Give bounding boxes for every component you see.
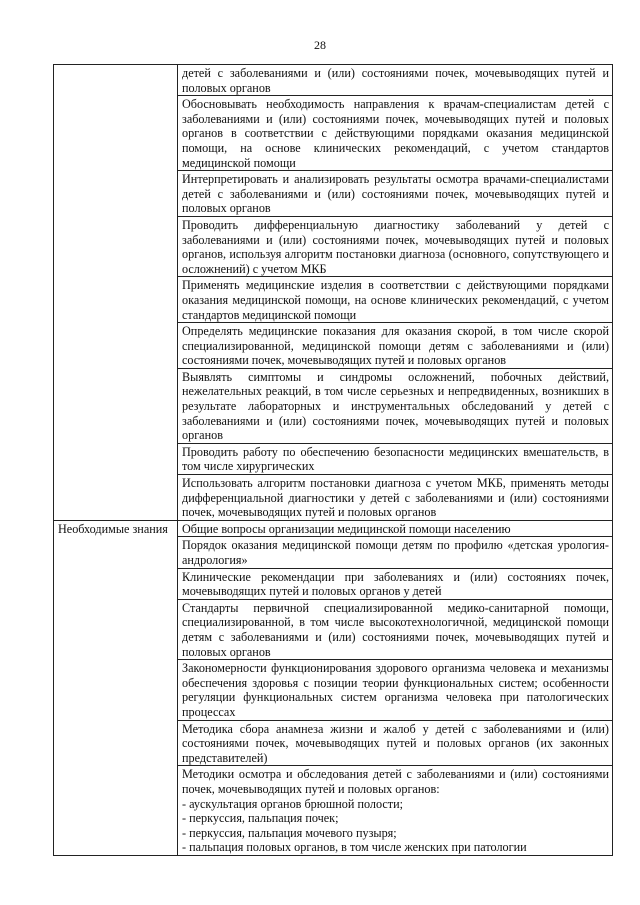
knowledge-item: Закономерности функционирования здорового организма человека и механизмы обеспечения здоровья с позиции теории функциональных систем; особенности регуляции функциональных систем организма человека при патологических процессах	[178, 660, 613, 720]
knowledge-item: Общие вопросы организации медицинской помощи населению	[178, 520, 613, 537]
table-row	[54, 520, 613, 537]
methods-list-item: - перкуссия, пальпация мочевого пузыря;	[182, 825, 397, 840]
methods-list-item: - перкуссия, пальпация почек;	[182, 811, 339, 826]
knowledge-item: Стандарты первичной специализированной медико-санитарной помощи, специализированной, в том числе высокотехнологичной, медицинской помощи детям с заболеваниями и (или) состояниями почек, мочевыводящих путей и половых органов	[178, 599, 613, 659]
knowledge-item: Порядок оказания медицинской помощи детям по профилю «детская урология-андрология»	[178, 537, 613, 568]
methods-list-item: - аускультация органов брюшной полости;	[182, 796, 404, 811]
methods-list-item: - пальпация половых органов, в том числе женских при патологии	[182, 840, 527, 855]
skill-item: Проводить работу по обеспечению безопасности медицинских вмешательств, в том числе хирургических	[178, 443, 613, 474]
knowledge-item: Клинические рекомендации при заболеваниях и (или) состояниях почек, мочевыводящих путей и половых органов у детей	[178, 568, 613, 599]
skill-item: Выявлять симптомы и синдромы осложнений, побочных действий, нежелательных реакций, в том числе серьезных и непредвиденных, возникших в результате лабораторных и инструментальных обследований у детей с заболеваниями и (или) состояниями почек, мочевыводящих путей и половых органов	[178, 368, 613, 443]
methods-intro: Методики осмотра и обследования детей с заболеваниями и (или) состояниями почек, мочевыводящих путей и половых органов:	[182, 767, 609, 796]
skill-item: Обосновывать необходимость направления к врачам-специалистам детей с заболеваниями и (или) состояниями почек, мочевыводящих путей и половых органов в соответствии с действующими порядками оказания медицинской помощи, на основе клинических рекомендаций, с учетом стандартов медицинской помощи	[178, 96, 613, 171]
skill-item: детей с заболеваниями и (или) состояниями почек, мочевыводящих путей и половых органов	[178, 65, 613, 96]
skill-item: Интерпретировать и анализировать результаты осмотра врачами-специалистами детей с заболеваниями и (или) состояниями почек, мочевыводящих путей и половых органов	[178, 171, 613, 217]
skill-item: Использовать алгоритм постановки диагноза с учетом МКБ, применять методы дифференциальной диагностики у детей с заболеваниями и (или) состояниями почек, мочевыводящих путей и половых органов	[178, 475, 613, 521]
knowledge-label: Необходимые знания	[54, 520, 178, 855]
knowledge-item: Методика сбора анамнеза жизни и жалоб у детей с заболеваниями и (или) состояниями почек, мочевыводящих путей и половых органов (их законных представителей)	[178, 720, 613, 766]
table-row	[54, 65, 613, 96]
knowledge-item-methods	[178, 766, 613, 856]
competency-table	[53, 64, 613, 856]
skill-item: Применять медицинские изделия в соответствии с действующими порядками оказания медицинской помощи, на основе клинических рекомендаций, с учетом стандартов медицинской помощи	[178, 277, 613, 323]
skills-label-cell	[54, 65, 178, 521]
page-number: 28	[314, 38, 326, 52]
skill-item: Проводить дифференциальную диагностику заболеваний у детей с заболеваниями и (или) состояниями почек, мочевыводящих путей и половых органов, используя алгоритм постановки диагноза (основного, сопутствующего и осложнений) с учетом МКБ	[178, 216, 613, 276]
skill-item: Определять медицинские показания для оказания скорой, в том числе скорой специализированной, медицинской помощи детям с заболеваниями и (или) состояниями почек, мочевыводящих путей и половых органов	[178, 323, 613, 369]
